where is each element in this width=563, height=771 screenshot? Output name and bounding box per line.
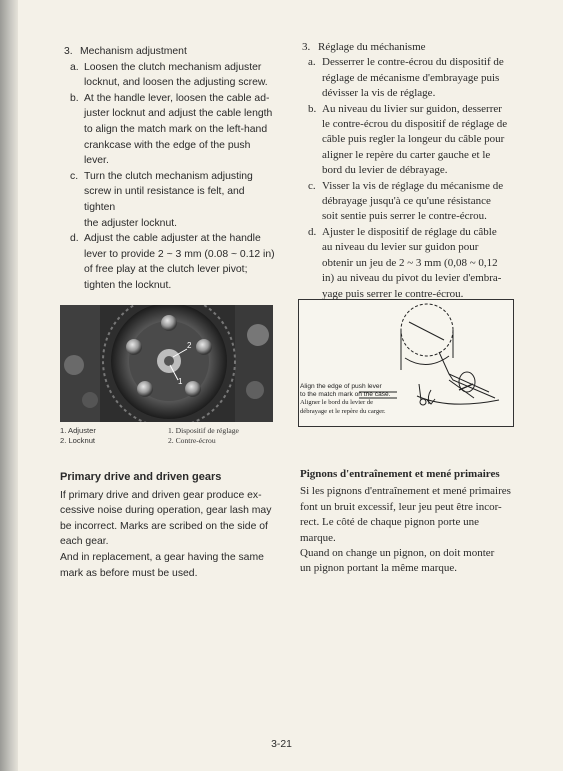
clutch-photo [60, 305, 273, 422]
step-line: Au niveau du livier sur guidon, desserrer [322, 102, 502, 115]
step-line: the adjuster locknut. [84, 217, 177, 229]
english-column [58, 44, 278, 294]
step-line: screw in until resistance is felt, and tighten [84, 186, 245, 213]
step-line: At the handle lever, loosen the cable ad- [84, 92, 270, 104]
step-line: to align the match mark on the left-hand [84, 123, 268, 135]
step-list [296, 55, 518, 302]
paragraph-line: Quand on change un pignon, on doit monter [300, 547, 495, 560]
primary-drive-section-fr [300, 467, 518, 577]
step-line: juster locknut and adjust the cable length [84, 108, 273, 120]
clutch-photo-illustration [60, 305, 273, 422]
paragraph-line: each gear. [60, 536, 109, 548]
step-letter: b. [308, 102, 317, 115]
step-b [302, 102, 518, 179]
photo-legend-fr [168, 426, 239, 445]
step-line: le contre-écrou du dispositif de réglage de [322, 118, 508, 131]
step-line: of free play at the clutch lever pivot; [84, 264, 248, 276]
paragraph [300, 546, 518, 577]
step-line: câble puis regler la longeur du câble pour [322, 133, 505, 146]
heading-number: 3. [302, 41, 311, 53]
caption-line-fr: Aligner le bord du levier de [300, 399, 374, 407]
step-a [302, 55, 518, 101]
paragraph-line: font un bruit excessif, leur jeu peut être incor- [300, 500, 502, 513]
step-line: au niveau du levier sur guidon pour [322, 241, 479, 254]
step-letter: d. [70, 233, 79, 245]
step-line: soit sentie puis serrer le contre-écrou. [322, 210, 487, 223]
heading-text: Réglage du méchanisme [318, 41, 426, 53]
step-line: Visser la vis de réglage du mécanisme de [322, 179, 504, 192]
section-title: Pignons d'entraînement et mené primaires [300, 468, 500, 480]
step-line: Adjust the cable adjuster at the handle [84, 233, 261, 245]
step-line: aligner le repère du carter gauche et le [322, 148, 491, 161]
step-letter: a. [308, 56, 316, 69]
step-letter: a. [70, 61, 79, 73]
callout-1: 1 [178, 377, 183, 386]
step-line: locknut, and loosen the adjusting screw. [84, 77, 268, 89]
paragraph-line: mark as before must be used. [60, 567, 198, 579]
page-number: 3-21 [271, 739, 292, 750]
paragraph-line: be incorrect. Marks are scribed on the side of [60, 520, 268, 532]
step-list [58, 60, 278, 294]
step-line: Desserrer le contre-écrou du dispositif de [322, 56, 504, 69]
paragraph-line: rect. Le côté de chaque pignon porte une [300, 516, 479, 529]
step-letter: b. [70, 92, 79, 104]
step-line: Turn the clutch mechanism adjusting [84, 170, 253, 182]
legend-item: 2. Locknut [60, 435, 96, 445]
caption-line-en: to the match mark on the case. [300, 391, 391, 399]
heading-text: Mechanism adjustment [80, 46, 187, 57]
step-line: obtenir un jeu de 2 ~ 3 mm (0,08 ~ 0,12 [322, 256, 498, 269]
step-line: Ajuster le dispositif de réglage du câble [322, 225, 497, 238]
reglage-heading [296, 40, 518, 55]
step-letter: c. [70, 170, 79, 182]
section-title: Primary drive and driven gears [60, 471, 222, 483]
step-line: lever to provide 2 ~ 3 mm (0.08 ~ 0.12 in) [84, 248, 275, 260]
step-line: crankcase with the edge of the push lever. [84, 139, 251, 167]
paragraph-line: And in replacement, a gear having the same [60, 551, 264, 563]
step-letter: d. [308, 225, 317, 238]
step-line: yage puis serrer le contre-écrou. [322, 287, 464, 300]
paragraph [60, 550, 280, 581]
paragraph-line: marque. [300, 531, 336, 544]
paragraph-line: Si les pignons d'entraînement et mené primaires [300, 485, 511, 498]
mechanism-adjustment-heading [58, 44, 278, 60]
paragraph [300, 484, 518, 546]
legend-item: 1. Adjuster [60, 426, 96, 435]
step-letter: c. [308, 179, 316, 192]
step-line: débrayage jusqu'à ce qu'une résistance [322, 195, 491, 208]
step-c [64, 169, 278, 231]
step-d [302, 225, 518, 302]
step-line: dévisser la vis de réglage. [322, 87, 436, 100]
step-a [64, 60, 278, 91]
caption-line-fr: débrayage et le repère du carger. [300, 407, 386, 415]
step-c [302, 179, 518, 225]
caption-line-en: Align the edge of push lever [300, 383, 382, 390]
legend-item: 2. Contre-écrou [168, 435, 216, 445]
step-line: bord du levier de débrayage. [322, 164, 448, 177]
primary-drive-section-en [60, 470, 280, 581]
legend-item: 1. Dispositif de réglage [168, 426, 239, 435]
step-line: Loosen the clutch mechanism adjuster [84, 61, 262, 73]
binding-edge [0, 0, 18, 771]
step-b [64, 91, 278, 169]
french-column [296, 40, 518, 302]
paragraph-line: un pignon portant la même marque. [300, 562, 458, 575]
diagram-caption [300, 383, 416, 416]
callout-2: 2 [187, 341, 192, 350]
step-line: tighten the locknut. [84, 279, 172, 291]
step-line: réglage de mécanisme d'embrayage puis [322, 71, 500, 84]
photo-legend-en [60, 426, 96, 445]
step-line: in) au niveau du pivot du levier d'embra- [322, 272, 502, 285]
paragraph-line: cessive noise during operation, gear lash may [60, 505, 272, 517]
heading-number: 3. [64, 46, 73, 57]
paragraph-line: If primary drive and driven gear produce ex- [60, 489, 262, 501]
step-d [64, 231, 278, 293]
paragraph [60, 488, 280, 550]
